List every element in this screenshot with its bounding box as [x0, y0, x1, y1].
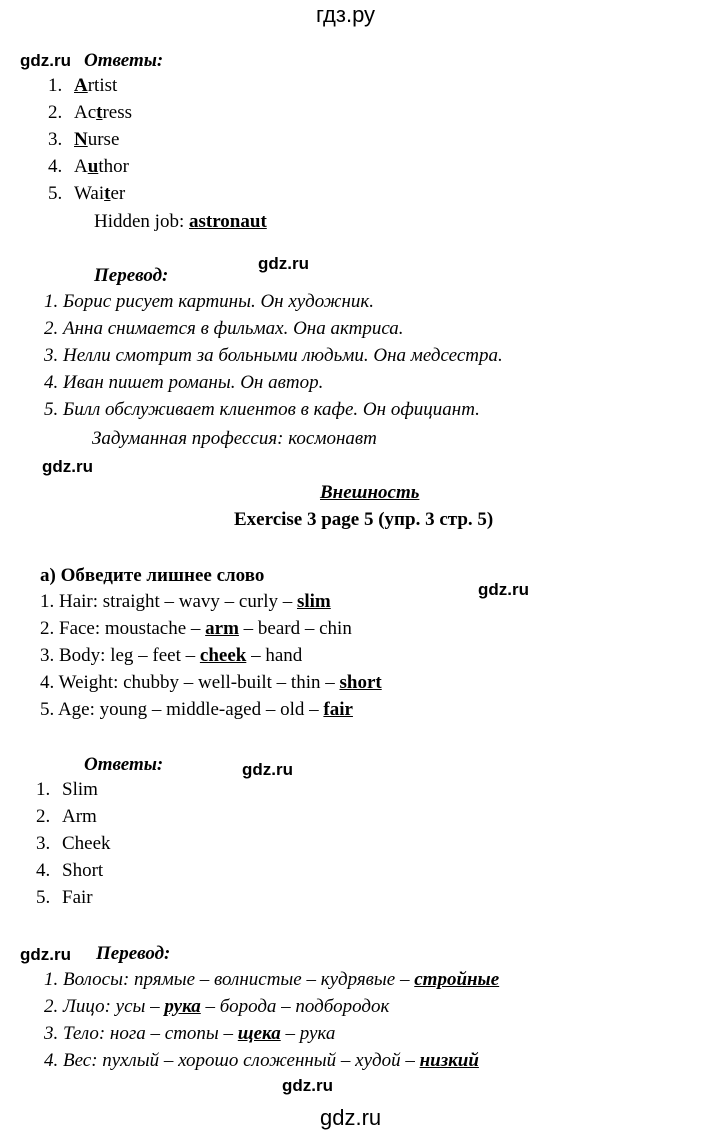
- topic-heading: Внешность: [320, 482, 420, 503]
- key-letter: N: [74, 129, 88, 150]
- watermark: gdz.ru: [258, 254, 309, 273]
- watermark: gdz.ru: [42, 457, 93, 476]
- hidden-job: Hidden job: astronaut: [94, 211, 267, 232]
- translation-list: [44, 290, 503, 425]
- odd-word: стройные: [414, 969, 500, 990]
- translation-item: 1. Борис рисует картины. Он художник.: [44, 291, 375, 312]
- list-item: 5. Waiter: [48, 183, 126, 204]
- watermark: gdz.ru: [20, 51, 71, 70]
- translation-item: 4. Вес: пухлый – хорошо сложенный – худой – низкий: [44, 1050, 479, 1071]
- list-item: 4. Author: [48, 156, 129, 177]
- key-letter: A: [74, 75, 88, 96]
- translation-item: 2. Лицо: усы – рука – борода – подбородок: [44, 996, 390, 1017]
- list-item: 3. Nurse: [48, 129, 120, 150]
- footer-site-link[interactable]: gdz.ru: [320, 1105, 382, 1130]
- list-item: 3. Cheek: [36, 833, 111, 854]
- key-letter: u: [87, 156, 99, 177]
- odd-word: cheek: [199, 645, 247, 666]
- translation-title: Перевод:: [94, 265, 169, 286]
- key-letter: t: [104, 183, 111, 204]
- exercise-row: 1. Hair: straight – wavy – curly – slim: [40, 591, 331, 612]
- watermark: gdz.ru: [282, 1076, 333, 1095]
- odd-word: щека: [237, 1023, 281, 1044]
- translation-item: 2. Анна снимается в фильмах. Она актриса.: [44, 318, 404, 339]
- odd-word: slim: [296, 591, 331, 612]
- list-item: 5. Fair: [36, 887, 93, 908]
- exercise-rows: [40, 590, 382, 725]
- translation-title: Перевод:: [96, 943, 171, 964]
- exercise-row: 2. Face: moustache – arm – beard – chin: [40, 618, 352, 639]
- site-title[interactable]: гдз.ру: [316, 2, 376, 27]
- watermark: gdz.ru: [242, 760, 293, 779]
- exercise-row: 4. Weight: chubby – well-built – thin – short: [40, 672, 382, 693]
- list-item: 4. Short: [36, 860, 104, 881]
- exercise-heading: Exercise 3 page 5 (упр. 3 стр. 5): [234, 509, 494, 530]
- odd-word: рука: [164, 996, 201, 1017]
- list-item: 2. Actress: [48, 102, 133, 123]
- list-item: 1. Artist: [48, 75, 118, 96]
- watermark: gdz.ru: [20, 945, 71, 964]
- exercise-row: 5. Age: young – middle-aged – old – fair: [40, 699, 353, 720]
- hidden-job-answer: astronaut: [189, 211, 267, 232]
- translation-item: 3. Нелли смотрит за больными людьми. Она медсестра.: [44, 345, 503, 366]
- task-title: a) Обведите лишнее слово: [40, 565, 265, 586]
- answers-list: [48, 74, 132, 209]
- odd-word: fair: [323, 699, 353, 720]
- exercise-row: 3. Body: leg – feet – cheek – hand: [40, 645, 303, 666]
- answers-list: [36, 778, 111, 913]
- list-item: 2. Arm: [36, 806, 97, 827]
- translation-item: 4. Иван пишет романы. Он автор.: [44, 372, 324, 393]
- answers-title: Ответы:: [84, 754, 164, 775]
- key-letter: t: [96, 102, 103, 123]
- odd-word: arm: [205, 618, 239, 639]
- translation-item: 1. Волосы: прямые – волнистые – кудрявые – стройные: [44, 969, 500, 990]
- answers-title: Ответы:: [84, 50, 164, 71]
- hidden-job-translation: Задуманная профессия: космонавт: [92, 428, 377, 449]
- odd-word: short: [339, 672, 382, 693]
- translation-list: [44, 968, 499, 1076]
- odd-word: низкий: [419, 1050, 479, 1071]
- list-item: 1. Slim: [36, 779, 98, 800]
- watermark: gdz.ru: [478, 580, 529, 599]
- translation-item: 3. Тело: нога – стопы – щека – рука: [44, 1023, 336, 1044]
- translation-item: 5. Билл обслуживает клиентов в кафе. Он официант.: [44, 399, 480, 420]
